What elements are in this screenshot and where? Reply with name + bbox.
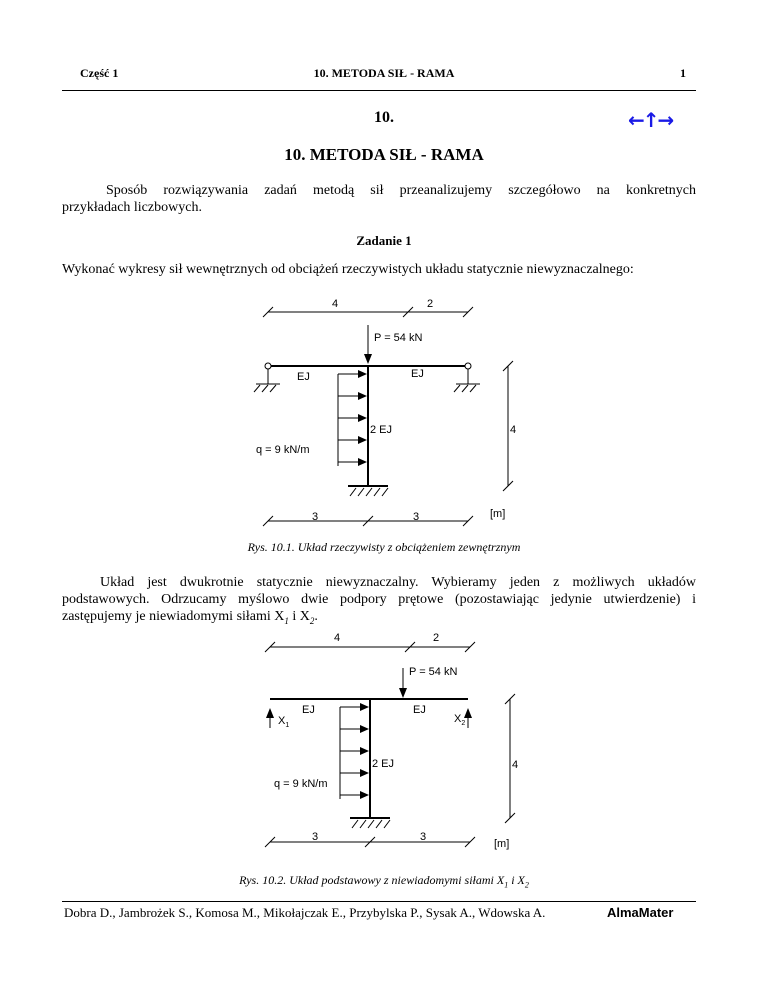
- prev-arrow-icon[interactable]: ←: [628, 108, 643, 132]
- footer-authors: Dobra D., Jambrożek S., Komosa M., Mikołajczak E., Przybylska P., Sysak A., Wdowska A.: [64, 905, 546, 920]
- para2-line-1: Układ jest dwukrotnie statycznie niewyznaczalny. Wybieramy jeden z możliwych układów: [100, 575, 696, 590]
- para2-line-2: podstawowych. Odrzucamy myślowo dwie podpory prętowe (pozostawiając jedynie utwierdzenie) i: [62, 592, 696, 607]
- fig2-beam-right-EJ: EJ: [413, 704, 426, 716]
- fig2-force-X1-label: $X_1$: [278, 715, 290, 729]
- next-arrow-icon[interactable]: →: [657, 108, 673, 132]
- header-page-number: 1: [680, 66, 686, 80]
- task-text: Wykonać wykresy sił wewnętrznych od obciążeń rzeczywistych układu statycznie niewyznaczalnego:: [62, 262, 634, 277]
- fig2-dim-top-right: 2: [433, 632, 440, 644]
- fig1-dim-bottom-left: 3: [312, 511, 319, 523]
- fig2-dim-top-left: 4: [334, 632, 341, 644]
- fig1-column-EJ: 2 EJ: [370, 424, 393, 436]
- fig2-distributed-load-q: [340, 707, 360, 799]
- fig2-load-q-label: q = 9 kN/m: [274, 778, 328, 790]
- figure-2-caption: Rys. 10.2. Układ podstawowy z niewiadomymi siłami $X_1$ i $X_2$: [239, 873, 529, 890]
- fig2-column-EJ: 2 EJ: [372, 758, 395, 770]
- task-heading: Zadanie 1: [356, 233, 412, 248]
- fig2-height-label: 4: [512, 759, 519, 771]
- up-arrow-icon[interactable]: ↑: [642, 108, 658, 132]
- fig2-units: [m]: [494, 838, 510, 850]
- fig1-units: [m]: [490, 508, 506, 520]
- page-title: 10. METODA SIŁ - RAMA: [284, 145, 484, 164]
- fig1-dim-bottom-right: 3: [413, 511, 420, 523]
- footer-rule: [62, 901, 696, 902]
- figure-1-caption: Rys. 10.1. Układ rzeczywisty z obciążeniem zewnętrznym: [247, 540, 521, 554]
- fig1-height-label: 4: [510, 424, 517, 436]
- fig1-beam-right-EJ: EJ: [411, 368, 424, 380]
- fig1-dim-top-left: 4: [332, 298, 339, 310]
- fig2-force-X2-label: $X_2$: [454, 713, 466, 727]
- header-chapter: 10. METODA SIŁ - RAMA: [313, 66, 455, 80]
- fig2-load-P-label: P = 54 kN: [409, 666, 458, 678]
- fig1-beam-left-EJ: EJ: [297, 371, 310, 383]
- header-part: Część 1: [80, 66, 119, 80]
- fig1-dim-top-right: 2: [427, 298, 434, 310]
- para2-line-3: zastępujemy je niewiadomymi siłami $X_1$ i $X_2$.: [62, 609, 318, 626]
- fig1-load-P-label: P = 54 kN: [374, 332, 423, 344]
- intro-line-2: przykładach liczbowych.: [62, 200, 202, 215]
- footer-brand: AlmaMater: [607, 905, 674, 920]
- intro-line-1: Sposób rozwiązywania zadań metodą sił przeanalizujemy szczegółowo na konkretnych: [106, 183, 696, 198]
- fig1-load-q-label: q = 9 kN/m: [256, 444, 310, 456]
- fig2-beam-left-EJ: EJ: [302, 704, 315, 716]
- fig2-dim-bottom-right: 3: [420, 831, 427, 843]
- section-number: 10.: [374, 109, 394, 126]
- fig2-dim-bottom-left: 3: [312, 831, 319, 843]
